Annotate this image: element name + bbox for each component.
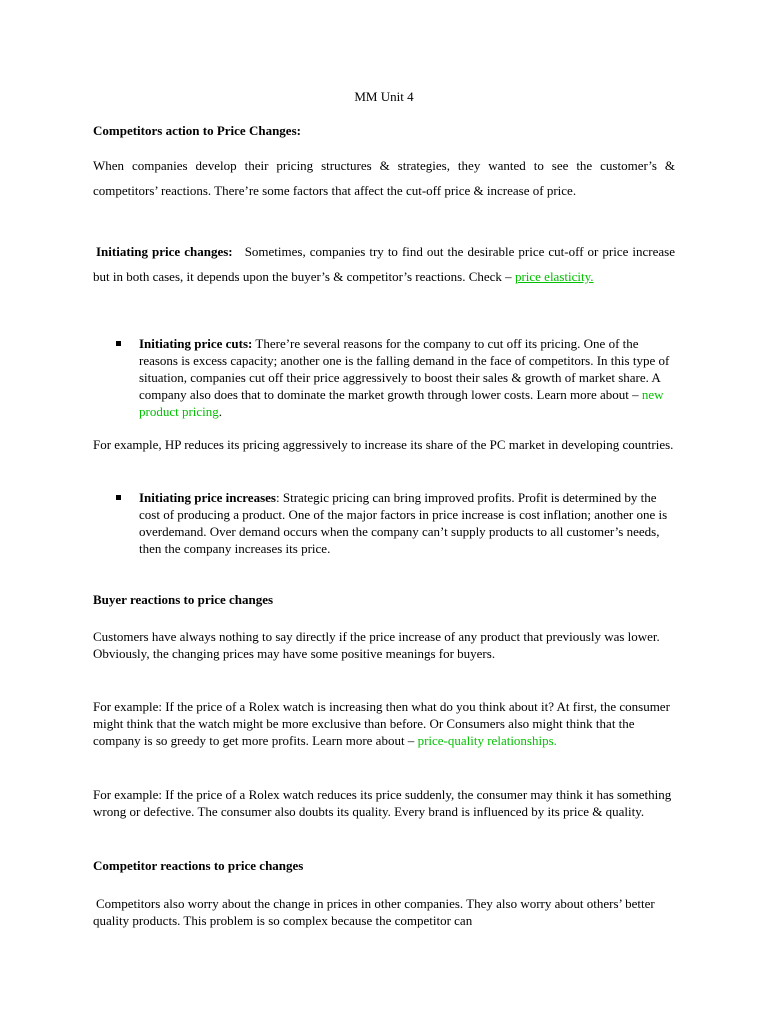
initiating-price-changes-label: Initiating price changes:: [96, 244, 233, 259]
section-heading-competitor-reactions: Competitor reactions to price changes: [93, 858, 304, 873]
initiating-price-changes-text: Sometimes, companies try to find out the desirable price cut-off or price increase but in both cases, it depends upon the buyer’s & competitor’s reactions. Check –: [93, 244, 675, 284]
rolex-increase-paragraph: [93, 698, 675, 749]
hp-example-paragraph: For example, HP reduces its pricing aggressively to increase its share of the PC market in developing countries.: [93, 437, 674, 452]
bullet-price-increases-body: : Strategic pricing can bring improved profits. Profit is determined by the cost of producing a product. One of the major factors in price increase is cost inflation; another one is overdemand. Over demand occurs when the company can’t supply products to all customer’s needs, then the company increases its price.: [139, 490, 668, 556]
buyer-paragraph-1: Customers have always nothing to say directly if the price increase of any product that previously was lower. Obviously, the changing prices may have some positive meanings for buyers.: [93, 629, 660, 661]
bullet-marker: [116, 341, 121, 346]
section-heading-competitors-action: Competitors action to Price Changes:: [93, 123, 301, 138]
initiating-price-changes-paragraph: [93, 239, 675, 289]
bullet-price-increases-text: [139, 489, 671, 557]
price-quality-link[interactable]: price-quality relationships.: [417, 733, 557, 748]
intro-paragraph: When companies develop their pricing structures & strategies, they wanted to see the customer’s & competitors’ reactions. There’re some factors that affect the cut-off price & increase of price.: [93, 158, 675, 198]
bullet-price-cuts-end: .: [218, 404, 223, 419]
rolex-reduce-paragraph: For example: If the price of a Rolex watch reduces its price suddenly, the consumer may think it has something wrong or defective. The consumer also doubts its quality. Every brand is influenced by its price & quality.: [93, 787, 672, 819]
section-heading-buyer-reactions: Buyer reactions to price changes: [93, 592, 274, 607]
document-title: MM Unit 4: [354, 89, 414, 104]
bullet-price-cuts-body: There’re several reasons for the company to cut off its pricing. One of the reasons is excess capacity; another one is the falling demand in the face of competitors. In this type of situation, companies cut off their price aggressively to boost their sales & growth of market share. A company also does that to dominate the market growth through lower costs. Learn more about –: [139, 336, 670, 402]
bullet-price-cuts-text: [139, 335, 671, 420]
bullet-price-cuts-label: Initiating price cuts:: [139, 336, 253, 351]
rolex-increase-text: For example: If the price of a Rolex watch is increasing then what do you think about it? At first, the consumer might think that the watch might be more exclusive than before. Or Consumers also might think that the company is so greedy to get more profits. Learn more about –: [93, 699, 670, 748]
new-product-pricing-link[interactable]: new product pricing: [139, 387, 664, 419]
competitor-paragraph-1: Competitors also worry about the change in prices in other companies. They also worry about others’ better quality products. This problem is so complex because the competitor can: [93, 896, 655, 928]
price-elasticity-link[interactable]: price elasticity.: [514, 269, 594, 284]
bullet-price-increases-label: Initiating price increases: [139, 490, 276, 505]
bullet-marker: [116, 495, 121, 500]
